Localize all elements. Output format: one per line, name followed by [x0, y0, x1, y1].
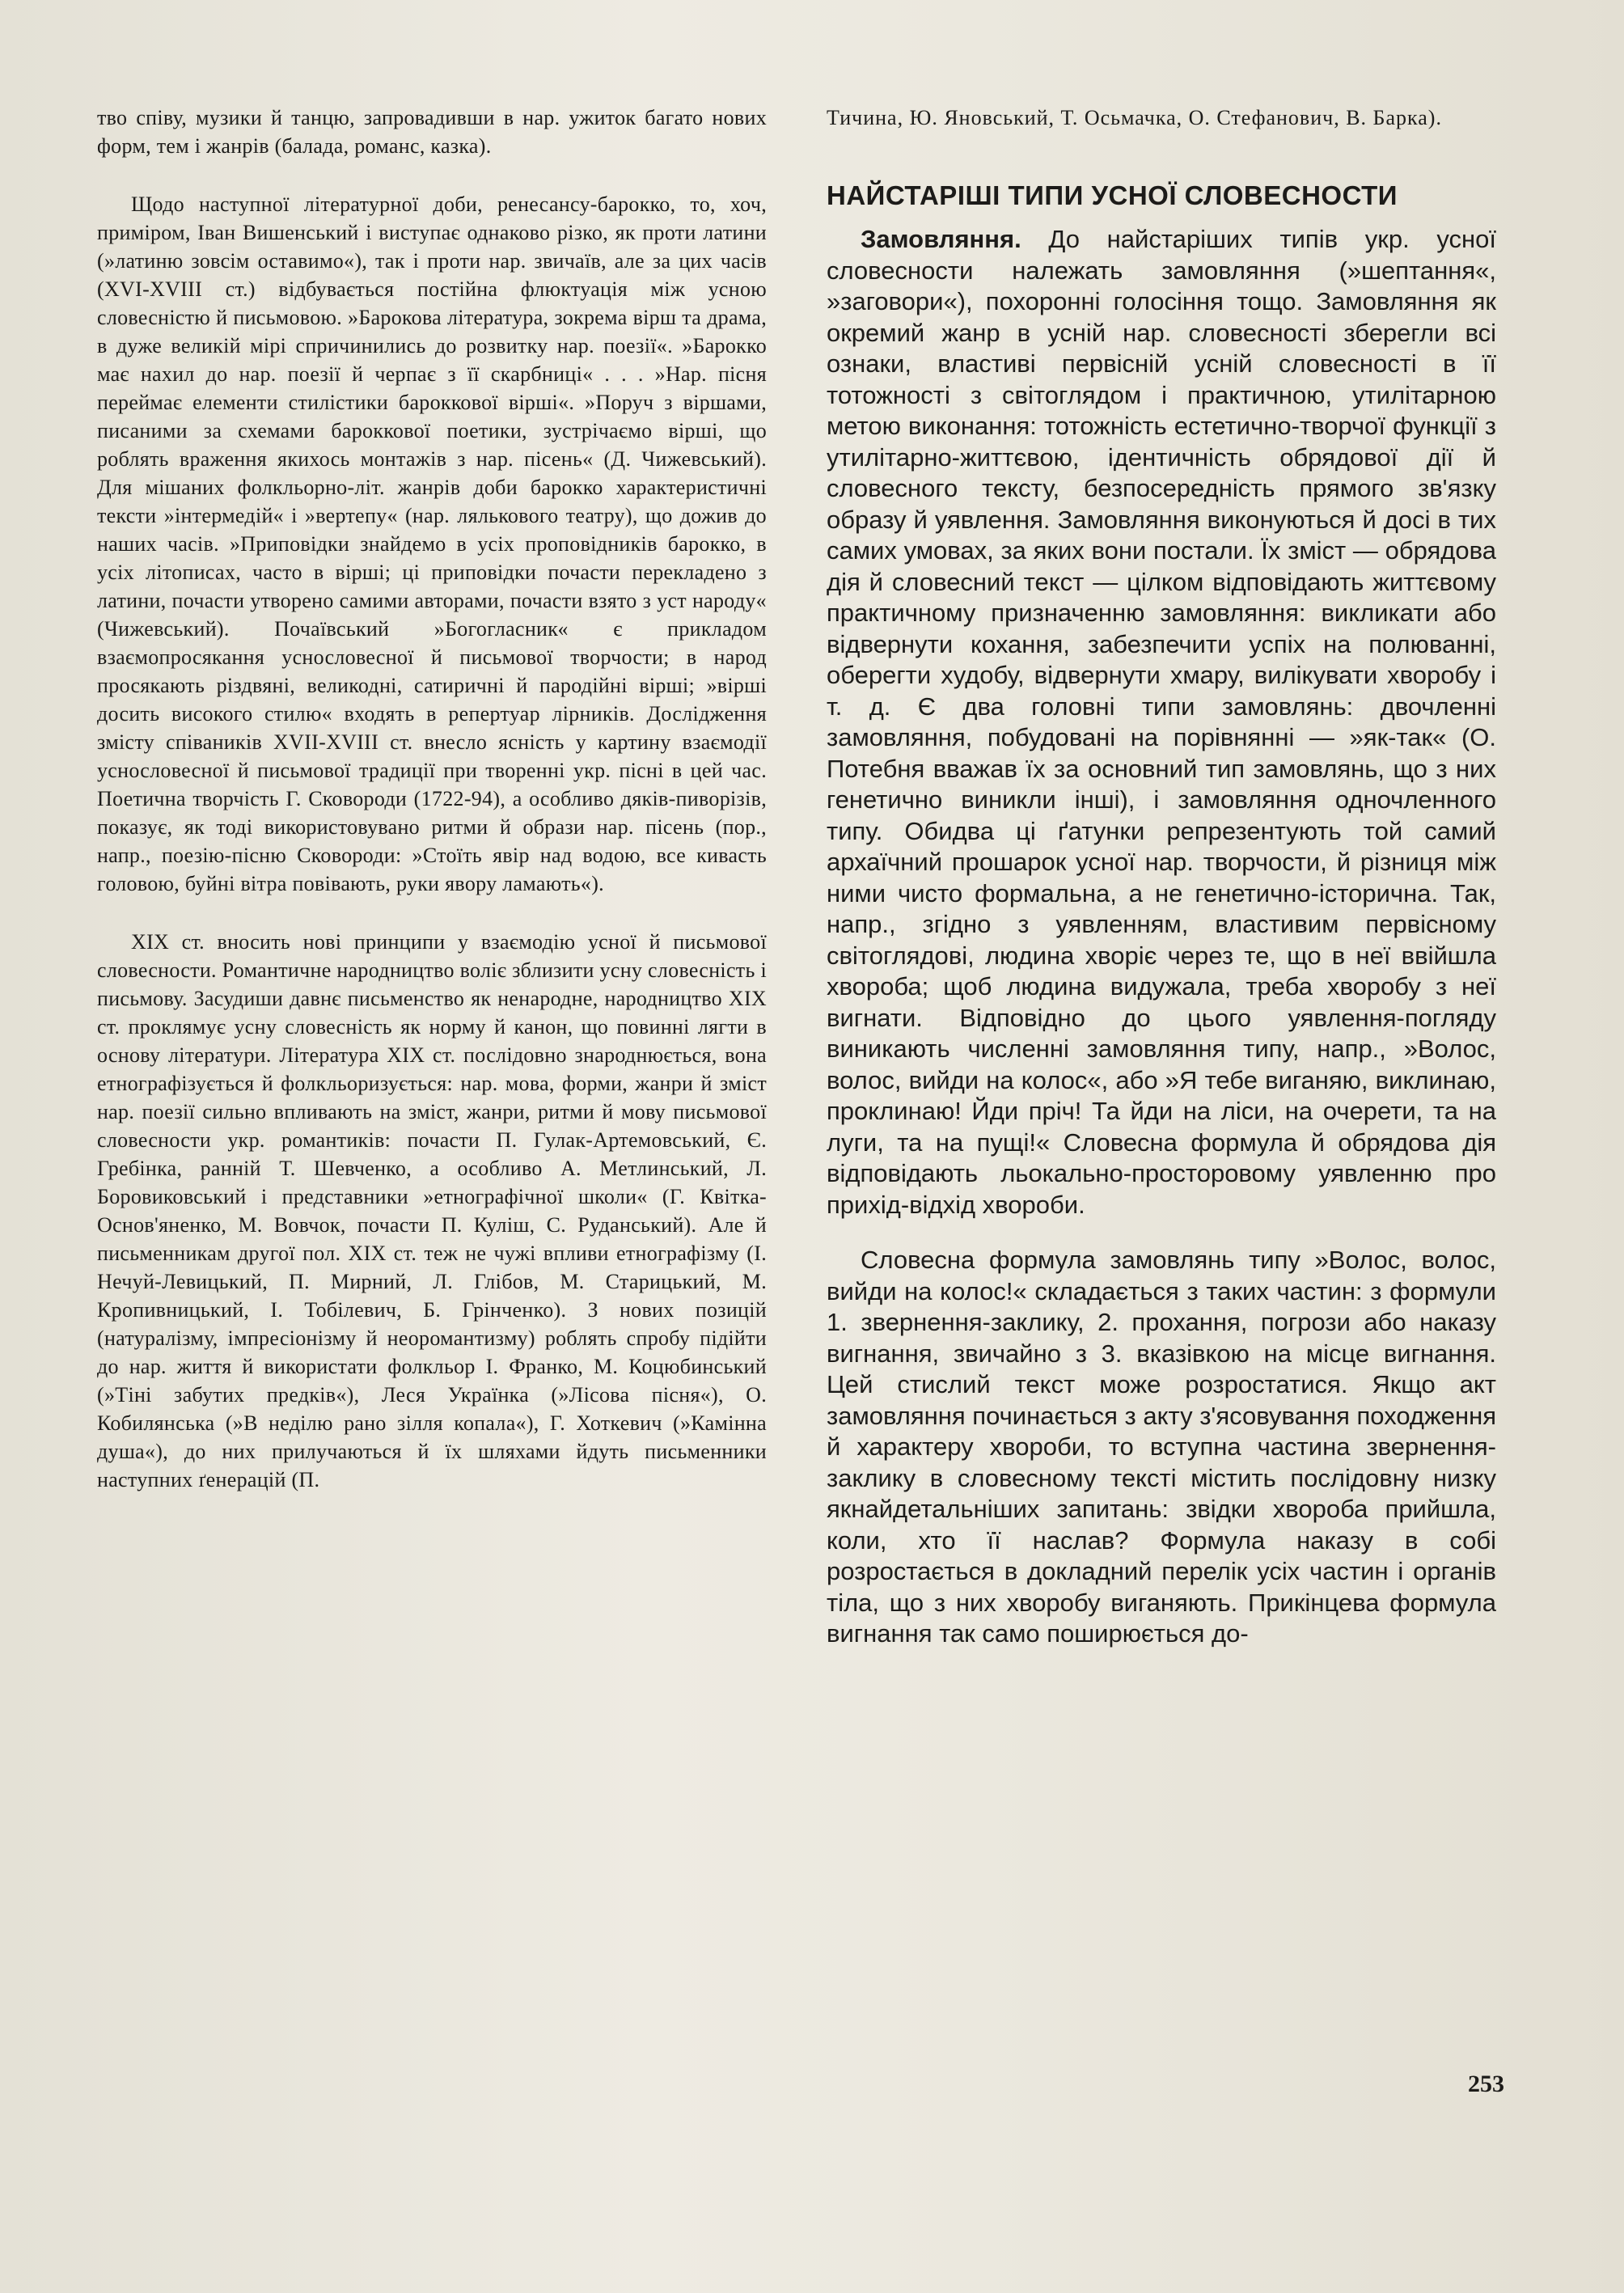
run-in-heading: Замовляння.	[861, 225, 1021, 253]
paragraph: Словесна формула замовлянь типу »Волос, волос, вийди на колос!« складається з таких частин: з формули 1. звернення-заклику, 2. прохання, погрози або наказу вигнання, звичайно з 3. вказівкою на місце вигнання. Цей стислий текст може розростатися. Якщо акт замовляння починається з акту з'ясовування походження й характеру хвороби, то вступна частина звернення-заклику в словесному тексті містить послідовну низку якнайдетальніших запитань: звідки хвороба прийшла, коли, хто її наслав? Формула наказу в собі розростається в докладний перелік усіх частин і органів тіла, що з них хворобу виганяють. Прикінцева формула вигнання так само поширюється до-	[827, 1246, 1496, 1648]
paragraph: Щодо наступної літературної доби, ренесансу-барокко, то, хоч, приміром, Іван Вишенський і виступає однаково різко, як проти латини (»латиню зовсім оставимо«), так і проти нар. звичаїв, але за цих часів (XVI-XVIII ст.) відбувається постійна флюктуація між усною словесністю й письмовою. »Барокова література, зокрема вірш та драма, в дуже великій мірі спричинились до розвитку нар. поезії«. »Барокко має нахил до нар. поезії й черпає з її скарбниці« . . . »Нар. пісня переймає елементи стилістики бароккової вірші«. »Поруч з віршами, писаними за схемами бароккової поетики, зустрічаємо вірші, що роблять враження якихось монтажів з нар. пісень« (Д. Чижевський). Для мішаних фолкльорно-літ. жанрів доби барокко характеристичні тексти »інтермедій« і »вертепу« (нар. лялькового театру), що дожив до наших часів. »Приповідки знайдемо в усіх проповідників барокко, в усіх літописах, часто в вірші; ці приповідки почасти перекладено з латини, почасти утворено самими авторами, почасти взято з уст народу« (Чижевський). Почаївський »Богогласник« є прикладом взаємопросякання уснословесної й письмової творчости; в народ просякають різдвяні, великодні, сатиричні й пародійні вірші; »вірші досить високого стилю« входять в репертуар лірників. Дослідження змісту співаників XVII-XVIII ст. внесло ясність у картину взаємодії уснословесної й письмової традиції при творенні укр. пісні в цей час. Поетична творчість Г. Сковороди (1722-94), а особливо дяків-пиворізів, показує, як тоді використовувано ритми й образи нар. пісень (пор., напр., поезію-пісню Сковороди: »Стоїть явір над водою, все кивасть головою, буйні вітра повівають, руки явору ламають«).	[97, 192, 767, 895]
paragraph: XIX ст. вносить нові принципи у взаємодію усної й письмової словесности. Романтичне народництво воліє зблизити усну словесність і письмову. Засудиши давнє письменство як ненародне, народництво XIX ст. проклямує усну словесність як норму й канон, що повинні лягти в основу літератури. Література XIX ст. послідовно знароднюється, вона етнографізується й фолкльоризується: нар. мова, форми, жанри й зміст нар. поезії сильно впливають на зміст, жанри, ритми й мову письмової словесности укр. романтиків: почасти П. Гулак-Артемовський, Є. Гребінка, ранній Т. Шевченко, а особливо А. Метлинський, Л. Боровиковський і представники »етнографічної школи« (Г. Квітка-Основ'яненко, М. Вовчок, почасти П. Куліш, С. Руданський). Але й письменникам другої пол. XIX ст. теж не чужі впливи етнографізму (І. Нечуй-Левицький, П. Мирний, Л. Глібов, М. Старицький, М. Кропивницький, І. Тобілевич, Б. Грінченко). З нових позицій (натуралізму, імпресіонізму й неоромантизму) роблять спробу підійти до нар. життя й використати фолкльор І. Франко, М. Коцюбинський (»Тіні забутих предків«), Леся Українка (»Лісова пісня«), О. Кобилянська (»В неділю рано зілля копала«), Г. Хоткевич (»Камінна душа«), до них прилучаються й їх шляхами йдуть письменники наступних ґенерацій (П.	[97, 930, 767, 1491]
left-text-column	[97, 104, 767, 1524]
paragraph	[827, 224, 1496, 1221]
paragraph: тво співу, музики й танцю, запровадивши в нар. ужиток багато нових форм, тем і жанрів (балада, романс, казка).	[97, 106, 767, 158]
page-number: 253	[1468, 2071, 1504, 2097]
right-text-column	[827, 104, 1496, 1674]
paragraph: Тичина, Ю. Яновський, Т. Осьмачка, О. Стефанович, В. Барка).	[827, 106, 1442, 129]
paragraph-text: До найстаріших типів укр. усної словесности належать замовляння (»шептання«, »заговори«), похоронні голосіння тощо. Замовляння як окремий жанр в усній нар. словесності зберегли всі ознаки, властиві первісній усній словесності в її тотожності з світоглядом і практичною, утилітарною метою виконання: тотожність естетично-творчої функції з утилітарно-життєвою, ідентичність обрядової дії й словесного тексту, безпосередність прямого зв'язку образу й уявлення. Замовляння виконуються й досі в тих самих умовах, за яких вони постали. Їх зміст — обрядова дія й словесний текст — цілком відповідають життєвому практичному призначенню замовляння: викликати або відвернути кохання, забезпечити успіх на полюванні, оберегти худобу, відвернути хмару, вилікувати хворобу і т. д. Є два головні типи замовлянь: двочленні замовляння, побудовані на порівнянні — »як-так« (О. Потебня вважав їх за основний тип замовлянь, що з них генетично виникли інші), і замовляння одночленного типу. Обидва ці ґатунки репрезентують той самий архаїчний прошарок усної нар. творчости, й різниця між ними чисто формальна, а не генетично-історична. Так, напр., згідно з уявленням, властивим первісному світоглядові, людина хворіє через те, що в неї ввійшла хвороба; щоб людина видужала, треба хворобу з неї вигнати. Відповідно до цього уявлення-погляду виникають численні замовляння типу, напр., »Волос, волос, вийди на колос«, або »Я тебе виганяю, виклинаю, проклинаю! Йди пріч! Та йди на ліси, на очерети, та на луги, та на пущі!« Словесна формула й обрядова дія відповідають льокально-просторовому уявленню про прихід-відхід хвороби.	[827, 225, 1496, 1219]
section-heading: НАЙСТАРІШІ ТИПИ УСНОЇ СЛОВЕСНОСТИ	[827, 180, 1398, 210]
